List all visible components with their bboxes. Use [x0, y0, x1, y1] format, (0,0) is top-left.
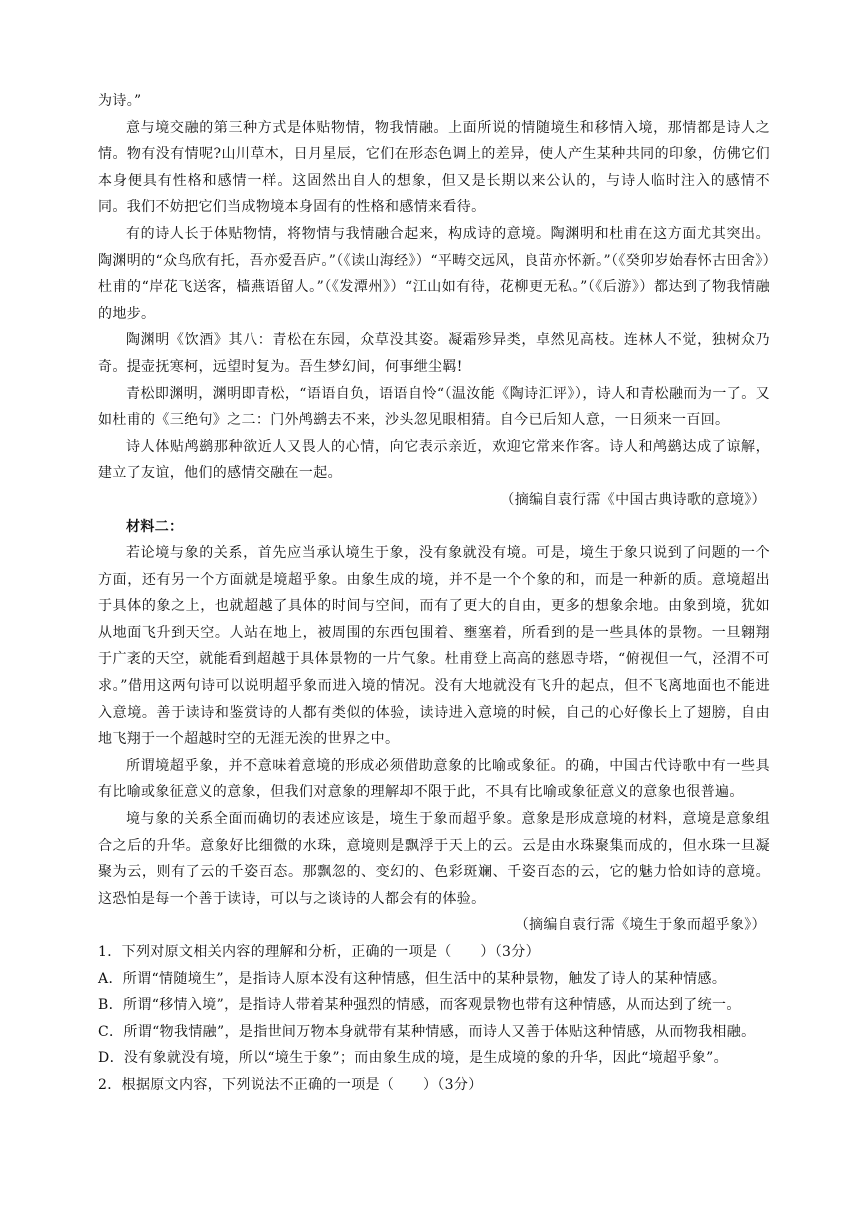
paragraph: 有的诗人长于体贴物情，将物情与我情融合起来，构成诗的意境。陶渊明和杜甫在这方面尤其突出。陶渊明的“众鸟欣有托，吾亦爱吾庐。”（《读山海经》）“平畴交远风，良苗亦怀新。”（《癸卯岁始春怀古田舍》）杜甫的“岸花飞送客，樯燕语留人。”（《发潭州》）“江山如有待，花柳更无私。”（《后游》）都达到了物我情融的地步。: [98, 225, 770, 322]
paragraph: 诗人体贴鸬鹚那种欲近人又畏人的心情，向它表示亲近，欢迎它常来作客。诗人和鸬鹚达成了谅解，建立了友谊，他们的感情交融在一起。: [98, 438, 770, 482]
option-a: A．所谓“情随境生”，是指诗人原本没有这种情感，但生活中的某种景物，触发了诗人的某种情感。: [98, 970, 727, 987]
paragraph: 所谓境超乎象，并不意味着意境的形成必须借助意象的比喻或象征。的确，中国古代诗歌中有一些具有比喻或象征意义的意象，但我们对意象的理解却不限于此，不具有比喻或象征意义的意象也很普遍。: [98, 757, 770, 801]
paragraph-continuation: 为诗。”: [98, 93, 142, 109]
paragraph: 意与境交融的第三种方式是体贴物情，物我情融。上面所说的情随境生和移情入境，那情都是诗人之情。物有没有情呢?山川草木，日月星辰，它们在形态色调上的差异，使人产生某种共同的印象，仿佛它们本身便具有性格和感情一样。这固然出自人的想象，但又是长期以来公认的，与诗人临时注入的感情不同。我们不妨把它们当成物境本身固有的性格和感情来看待。: [98, 119, 770, 216]
paragraph: 若论境与象的关系，首先应当承认境生于象，没有象就没有境。可是，境生于象只说到了问题的一个方面，还有另一个方面就是境超乎象。由象生成的境，并不是一个个象的和，而是一种新的质。意境超出于具体的象之上，也就超越了具体的时间与空间，而有了更大的自由，更多的想象余地。由象到境，犹如从地面飞升到天空。人站在地上，被周围的东西包围着、壅塞着，所看到的是一些具体的景物。一旦翱翔于广袤的天空，就能看到超越于具体景物的一片气象。杜甫登上高高的慈恩寺塔，“俯视但一气，泾渭不可求。”借用这两句诗可以说明超乎象而进入境的情况。没有大地就没有飞升的起点，但不飞离地面也不能进入意境。善于读诗和鉴赏诗的人都有类似的体验，读诗进入意境的时候，自己的心好像长上了翅膀，自由地飞翔于一个超越时空的无涯无涘的世界之中。: [98, 545, 770, 748]
poem-paragraph: 陶渊明《饮酒》其八：青松在东园，众草没其姿。凝霜殄异类，卓然见高枝。连林人不觉，独树众乃奇。提壶抚寒柯，远望时复为。吾生梦幻间，何事绁尘羁!: [98, 332, 770, 375]
source-citation: （摘编自袁行霈《境生于象而超乎象》）: [514, 917, 766, 934]
paragraph: 青松即渊明，渊明即青松，“语语自负，语语自怜“（温汝能《陶诗汇评》），诗人和青松融而为一了。又如杜甫的《三绝句》之二：门外鸬鹚去不来，沙头忽见眼相猜。自今已后知人意，一日须来一百回。: [98, 385, 770, 429]
option-d: D．没有象就没有境，所以“境生于象”；而由象生成的境，是生成境的象的升华，因此“境超乎象”。: [98, 1050, 728, 1067]
section-label: 材料二：: [126, 518, 184, 535]
question-2: 2．根据原文内容，下列说法不正确的一项是（ ）（3分）: [98, 1076, 483, 1093]
source-citation: （摘编自袁行霈《中国古典诗歌的意境》）: [500, 491, 766, 508]
option-b: B．所谓“移情入境”，是指诗人带着某种强烈的情感，而客观景物也带有这种情感，从而达到了统一。: [98, 997, 741, 1014]
option-c: C．所谓“物我情融”，是指世间万物本身就带有某种情感，而诗人又善于体贴这种情感，从而物我相融。: [98, 1023, 756, 1040]
paragraph: 境与象的关系全面而确切的表述应该是，境生于象而超乎象。意象是形成意境的材料，意境是意象组合之后的升华。意象好比细微的水珠，意境则是飘浮于天上的云。云是由水珠聚集而成的，但水珠一旦凝聚为云，则有了云的千姿百态。那飘忽的、变幻的、色彩斑斓、千姿百态的云，它的魅力恰如诗的意境。这恐怕是每一个善于读诗，可以与之谈诗的人都会有的体验。: [98, 811, 770, 907]
question-1: 1．下列对原文相关内容的理解和分析，正确的一项是（ ）（3分）: [98, 944, 541, 960]
